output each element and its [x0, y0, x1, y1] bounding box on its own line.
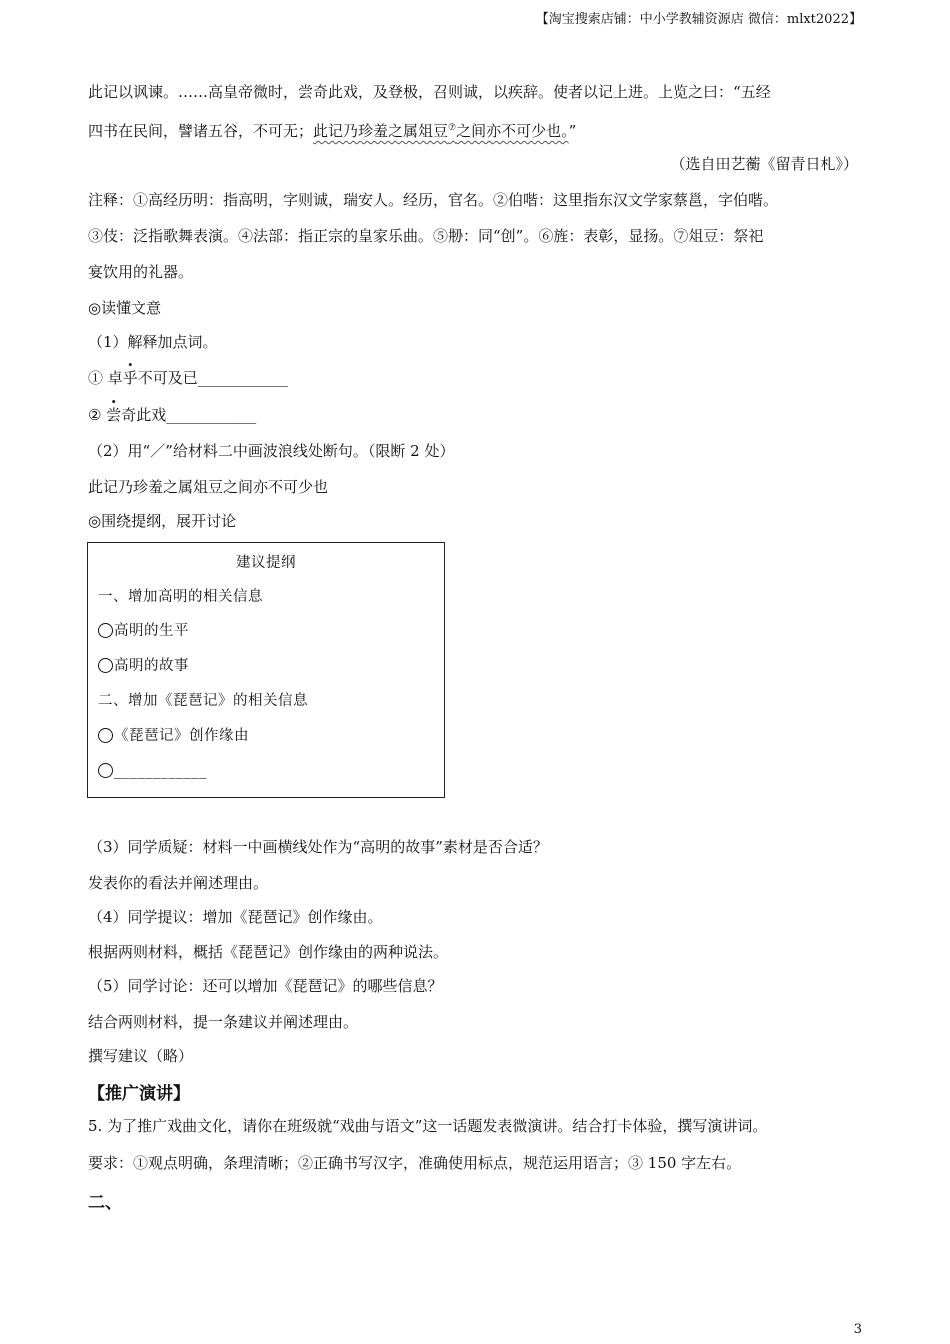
circle-bullet-icon: [98, 658, 113, 673]
circle-bullet-icon: [98, 763, 113, 778]
q3-label: （3）同学质疑：材料一中画横线处作为“高明的故事”素材是否合适？: [88, 838, 548, 856]
answer-blank-1[interactable]: ____________: [197, 369, 288, 387]
section-speech-heading: 【推广演讲】: [88, 1084, 190, 1104]
q5-label: （5）同学讨论：还可以增加《琵琶记》的哪些信息？: [88, 977, 443, 995]
wavy-underlined-text: 此记乃珍羞之属俎豆⑦之间亦不可少也。: [313, 122, 569, 140]
q2-label: （2）用“／”给材料二中画波浪线处断句。（限断 2 处）: [88, 442, 455, 460]
q5-speech-requirements: 要求：①观点明确，条理清晰；②正确书写汉字，准确使用标点，规范运用语言；③ 150 字左右。: [88, 1154, 742, 1172]
passage-source: （选自田艺蘅《留青日札》）: [670, 155, 858, 173]
q5-text: 结合两则材料，提一条建议并阐述理由。: [88, 1013, 359, 1031]
q2-sentence: 此记乃珍羞之属俎豆之间亦不可少也: [88, 478, 329, 496]
circle-bullet-icon: [98, 728, 113, 743]
outline-item-4: [98, 761, 207, 781]
passage-line-2: [88, 118, 576, 141]
header-shop-info: 【淘宝搜索店铺：中小学教辅资源店 微信：mlxt2022】: [535, 12, 862, 27]
outline-heading-2: 二、增加《琵琶记》的相关信息: [98, 693, 308, 709]
notes-line-2: ③伎：泛指歌舞表演。④法部：指正宗的皇家乐曲。⑤刱：同“创”。⑥旌：表彰，显扬。⑦俎豆：祭祀: [88, 227, 764, 245]
outline-item-3: 《琵琶记》创作缘由: [98, 726, 249, 746]
q4-text: 根据两则材料，概括《琵琶记》创作缘由的两种说法。: [88, 943, 449, 961]
notes-line-3: 宴饮用的礼器。: [88, 263, 194, 281]
dotted-char-2: 尝: [106, 406, 122, 424]
q1-item-2: ② 尝奇此戏____________: [88, 406, 257, 424]
outline-item-1: 高明的生平: [98, 621, 189, 641]
q1-label: （1）解释加点词。: [88, 333, 218, 351]
outline-box: [87, 542, 445, 798]
notes-line-1: 注释：①高经历明：指高明，字则诚，瑞安人。经历，官名。②伯喈：这里指东汉文学家蔡邕，字伯喈。: [88, 191, 779, 209]
section-read-heading: ◎读懂文意: [88, 299, 162, 317]
circle-bullet-icon: [98, 623, 113, 638]
write-note: 撰写建议（略）: [88, 1047, 194, 1065]
outline-item-2: 高明的故事: [98, 656, 189, 676]
footnote-7-marker: ⑦: [448, 123, 457, 133]
passage-line-2-text: 四书在民间，譬诸五谷，不可无；: [88, 122, 314, 140]
outline-heading-1: 一、增加高明的相关信息: [98, 589, 263, 605]
passage-line-1: 此记以讽谏。……高皇帝微时，尝奇此戏，及登极，召则诚，以疾辞。使者以记上进。上览之曰：“五经: [88, 83, 771, 101]
closing-quote: ”: [568, 122, 577, 140]
outline-answer-blank[interactable]: ____________: [114, 763, 207, 779]
q5-speech-text: 5. 为了推广戏曲文化，请你在班级就“戏曲与语文”这一话题发表微演讲。结合打卡体验，撰写演讲词。: [88, 1117, 768, 1135]
q4-label: （4）同学提议：增加《琵琶记》创作缘由。: [88, 908, 383, 926]
section-two-heading: 二、: [88, 1193, 122, 1213]
outline-title: 建议提纲: [236, 555, 296, 571]
q1-item-1: ① 卓乎不可及已____________: [88, 369, 288, 387]
answer-blank-2[interactable]: ____________: [166, 406, 257, 424]
dotted-char-1: 乎: [122, 369, 138, 387]
section-discuss-heading: ◎围绕提纲，展开讨论: [88, 512, 237, 530]
page-number: 3: [853, 1322, 862, 1337]
q3-text: 发表你的看法并阐述理由。: [88, 874, 269, 892]
